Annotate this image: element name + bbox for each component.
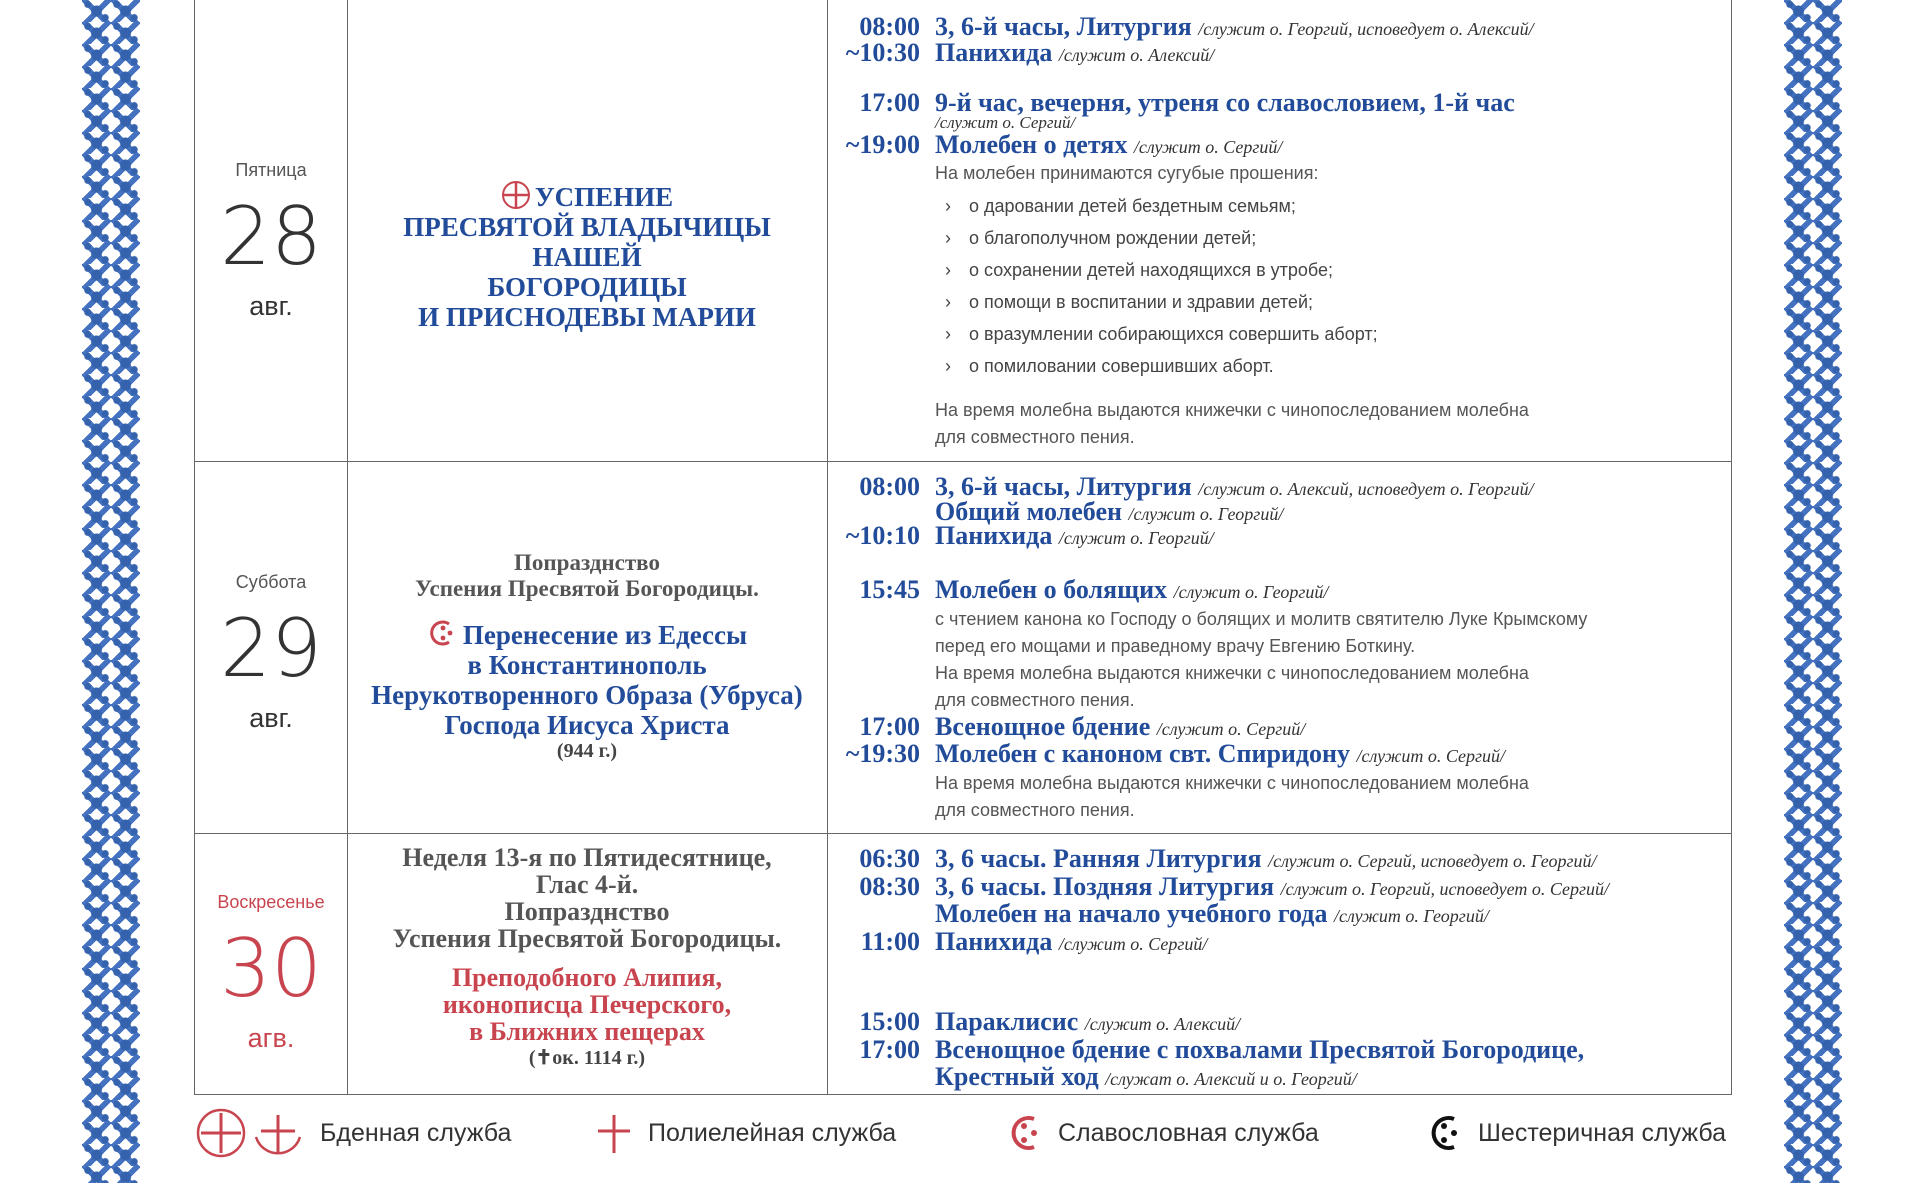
feast-line: Попразднство xyxy=(514,550,660,575)
service-celebrant: /служит о. Георгий, исповедует о. Алексий/ xyxy=(1198,19,1534,39)
service-name-wrap xyxy=(935,739,1505,769)
feast-cell xyxy=(347,0,828,461)
feast-line: Преподобного Алипия, xyxy=(451,963,723,992)
day-number: 28 xyxy=(220,190,322,283)
service-celebrant: /служит о. Сергий/ xyxy=(1356,746,1506,766)
service-time: ~10:30 xyxy=(845,38,920,67)
service-time: 17:00 xyxy=(859,712,920,741)
feast-line: Успения Пресвятой Богородицы. xyxy=(415,576,759,601)
month-label: агв. xyxy=(247,1023,295,1053)
service-name: Крестный ход xyxy=(935,1062,1099,1091)
service-name-wrap xyxy=(935,1062,1357,1092)
feast-title xyxy=(347,618,827,740)
service-time: ~19:00 xyxy=(845,130,920,159)
service-name: 9-й час, вечерня, утреня со славословием, 1-й час xyxy=(935,88,1515,117)
feast-line: Глас 4-й. xyxy=(535,870,639,899)
service-time: ~10:10 xyxy=(845,521,920,550)
feast-line: в Ближних пещерах xyxy=(469,1017,705,1046)
service-name: 3, 6 часы. Поздняя Литургия xyxy=(935,872,1275,901)
ornamental-border-right xyxy=(1784,0,1842,1183)
service-celebrant: /служит о. Сергий/ xyxy=(1156,719,1306,739)
day-number: 29 xyxy=(220,602,322,695)
weekday-label: Пятница xyxy=(235,160,307,180)
feast-line: УСПЕНИЕ xyxy=(534,182,674,212)
service-celebrant: /служит о. Георгий/ xyxy=(1058,528,1214,548)
feast-year: (✝ок. 1114 г.) xyxy=(528,1047,646,1069)
note-line: На время молебна выдаются книжечки с чинопоследованием молебна xyxy=(935,400,1529,420)
date-cell xyxy=(195,462,348,834)
forefeast-title xyxy=(347,550,827,602)
service-time: 11:00 xyxy=(860,927,920,956)
petitions-intro: На молебен принимаются сугубые прошения: xyxy=(935,163,1319,183)
feast-title xyxy=(347,180,827,332)
service-name: Молебен о болящих xyxy=(935,575,1168,604)
list-item: › о помиловании совершивших аборт. xyxy=(935,350,1378,382)
weekday-label: Суббота xyxy=(235,572,307,592)
service-time: 08:30 xyxy=(859,872,920,901)
list-item: › о вразумлении собирающихся совершить аборт; xyxy=(935,318,1378,350)
schedule-row-sunday xyxy=(195,833,1731,1095)
month-label: авг. xyxy=(249,703,293,733)
service-name: Всенощное бдение xyxy=(935,712,1151,741)
feast-line: Перенесение из Едессы xyxy=(462,620,748,650)
feast-cell xyxy=(347,834,828,1095)
service-time: 15:00 xyxy=(859,1007,920,1036)
service-time: 15:45 xyxy=(859,575,920,604)
feast-line: в Константинополь xyxy=(467,650,707,680)
note-line: с чтением канона ко Господу о болящих и молитв святителю Луке Крымскому xyxy=(935,609,1588,629)
feast-line: Попразднство xyxy=(504,897,670,926)
service-name: Всенощное бдение с похвалами Пресвятой Богородице, xyxy=(935,1035,1585,1064)
service-celebrant: /служат о. Алексий и о. Георгий/ xyxy=(1105,1069,1357,1089)
list-item: › о благополучном рождении детей; xyxy=(935,222,1378,254)
doxology-icon xyxy=(427,618,457,648)
note-line: перед его мощами и праведному врачу Евгению Боткину. xyxy=(935,636,1416,656)
sunday-title xyxy=(347,844,827,952)
services-cell xyxy=(828,834,1731,1095)
service-name-wrap xyxy=(935,872,1609,902)
service-celebrant: /служит о. Георгий/ xyxy=(1128,504,1284,524)
service-time: 06:30 xyxy=(859,844,920,873)
service-name-wrap xyxy=(935,38,1214,68)
list-item: › о сохранении детей находящихся в утробе; xyxy=(935,254,1378,286)
legend-doxology xyxy=(1004,1107,1319,1159)
schedule-table xyxy=(194,0,1732,1095)
note-line: для совместного пения. xyxy=(935,427,1135,447)
feast-line: БОГОРОДИЦЫ xyxy=(487,272,687,302)
list-item: › о даровании детей бездетным семьям; xyxy=(935,190,1378,222)
service-name: 3, 6 часы. Ранняя Литургия xyxy=(935,844,1262,873)
date-cell xyxy=(195,834,348,1095)
service-celebrant: /служит о. Георгий, исповедует о. Сергий/ xyxy=(1280,879,1610,899)
feast-year: (944 г.) xyxy=(556,740,618,762)
legend-label: Славословная служба xyxy=(1058,1118,1319,1147)
legend-six-stichera xyxy=(1424,1107,1726,1159)
service-name-wrap xyxy=(935,927,1207,957)
feast-cell xyxy=(347,462,828,834)
schedule-row-friday xyxy=(195,0,1731,461)
service-name: Панихида xyxy=(935,927,1053,956)
saint-title xyxy=(347,964,827,1045)
legend-vigil xyxy=(194,1107,511,1159)
feast-line: Успения Пресвятой Богородицы. xyxy=(392,924,782,953)
note-line: На время молебна выдаются книжечки с чинопоследованием молебна xyxy=(935,773,1529,793)
note-line: для совместного пения. xyxy=(935,800,1135,820)
month-label: авг. xyxy=(249,291,293,321)
feast-line: Неделя 13-я по Пятидесятнице, xyxy=(402,843,772,872)
service-name: 3, 6-й часы, Литургия xyxy=(935,12,1192,41)
service-name: Молебен на начало учебного года xyxy=(935,899,1328,928)
vigil-service-icon xyxy=(194,1107,306,1159)
booklets-note xyxy=(935,397,1529,451)
service-name: Панихида xyxy=(935,38,1053,67)
service-name-wrap xyxy=(935,130,1282,160)
booklets-note xyxy=(935,660,1529,714)
ornamental-border-left xyxy=(82,0,140,1183)
legend-label: Бденная служба xyxy=(320,1118,512,1147)
doxology-service-icon xyxy=(1004,1107,1044,1159)
legend-polyeleos xyxy=(594,1107,896,1159)
legend-label: Полиелейная служба xyxy=(648,1118,897,1147)
petitions-list xyxy=(935,190,1378,382)
service-time: ~19:30 xyxy=(845,739,920,768)
canon-note xyxy=(935,606,1587,660)
services-cell xyxy=(828,0,1731,461)
service-name: 3, 6-й часы, Литургия xyxy=(935,472,1192,501)
service-name-wrap xyxy=(935,575,1328,605)
schedule-row-saturday xyxy=(195,461,1731,834)
service-celebrant: /служит о. Алексий/ xyxy=(1084,1014,1241,1034)
date-cell xyxy=(195,0,348,461)
vigil-cross-icon xyxy=(501,180,531,210)
service-name-wrap xyxy=(935,1007,1240,1037)
service-name-wrap xyxy=(935,844,1597,874)
note-line: для совместного пения. xyxy=(935,690,1135,710)
list-item: › о помощи в воспитании и здравии детей; xyxy=(935,286,1378,318)
service-time: 08:00 xyxy=(859,472,920,501)
service-celebrant: /служит о. Сергий, исповедует о. Георгий/ xyxy=(1268,851,1597,871)
service-name-wrap xyxy=(935,899,1489,929)
service-celebrant: /служит о. Алексий/ xyxy=(1058,45,1215,65)
service-celebrant: /служит о. Георгий/ xyxy=(1333,906,1489,926)
service-time: 17:00 xyxy=(859,1035,920,1064)
service-celebrant: /служит о. Георгий/ xyxy=(1173,582,1329,602)
six-stichera-service-icon xyxy=(1424,1107,1464,1159)
service-celebrant: /служит о. Алексий, исповедует о. Георгий/ xyxy=(1198,479,1534,499)
day-number: 30 xyxy=(220,922,322,1015)
service-time: 17:00 xyxy=(859,88,920,117)
feast-line: ПРЕСВЯТОЙ ВЛАДЫЧИЦЫ НАШЕЙ xyxy=(403,212,771,272)
service-time: 08:00 xyxy=(859,12,920,41)
feast-line: Нерукотворенного Образа (Убруса) xyxy=(371,680,803,710)
service-name-wrap xyxy=(935,521,1214,551)
weekday-label: Воскресенье xyxy=(217,892,325,912)
services-cell xyxy=(828,462,1731,834)
feast-line: И ПРИСНОДЕВЫ МАРИИ xyxy=(418,302,756,332)
service-celebrant: /служит о. Сергий/ xyxy=(1133,137,1283,157)
service-name: Молебен о детях xyxy=(935,130,1128,159)
legend-label: Шестеричная служба xyxy=(1478,1118,1726,1147)
service-name: Общий молебен xyxy=(935,497,1122,526)
service-name: Панихида xyxy=(935,521,1053,550)
service-celebrant: /служит о. Сергий/ xyxy=(1058,934,1208,954)
service-celebrant: /служит о. Сергий/ xyxy=(935,113,1076,132)
feast-line: иконописца Печерского, xyxy=(442,990,732,1019)
note-line: На время молебна выдаются книжечки с чинопоследованием молебна xyxy=(935,663,1529,683)
service-name-wrap xyxy=(935,712,1305,742)
polyeleos-service-icon xyxy=(594,1107,634,1159)
booklets-note xyxy=(935,770,1529,824)
service-name: Параклисис xyxy=(935,1007,1079,1036)
service-name: Молебен с каноном свт. Спиридону xyxy=(935,739,1351,768)
feast-line: Господа Иисуса Христа xyxy=(444,710,730,740)
